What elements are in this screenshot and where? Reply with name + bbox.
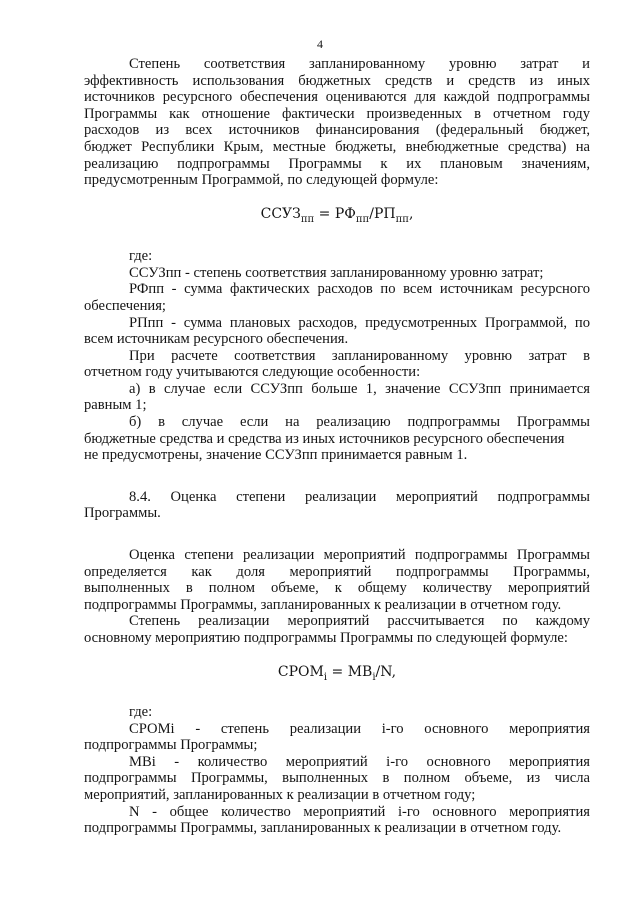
where-label: где: [129, 248, 153, 265]
text-line: источников ресурсного обеспечения оцениваются для каждой подпрограммы [84, 89, 590, 106]
list-item-b: б) в случае если на реализацию подпрограммы Программы бюджетные средства и средства из иных источников ресурсного обеспечения не предусмотрены, значение ССУЗпп принимается равным 1. [84, 414, 590, 464]
formula-ssuz: $ССУЗ_{пп} = РФ_{пп}/РП_{пп}$, [260, 205, 414, 225]
text-line: бюджет Республики Крым, местные бюджеты, внебюджетные средства) на [84, 138, 590, 155]
definition-srom: СРОМi - степень реализации i-го основного мероприятия подпрограммы Программы; [84, 720, 590, 754]
text-line: предусмотренным Программой, по следующей формуле: [84, 172, 439, 189]
section-heading: 8.4. Оценка степени реализации мероприятий подпрограммы Программы. [84, 488, 590, 522]
definition-n: N - общее количество мероприятий i-го основного мероприятия подпрограммы Программы, запланированных к реализации в отчетном году. [84, 803, 590, 837]
text-line: эффективность использования бюджетных средств и средств из иных [84, 72, 590, 89]
text-line: расходов из всех источников финансирования (федеральный бюджет, [84, 122, 590, 139]
text-line: реализацию подпрограммы Программы к их плановым значениям, [84, 155, 590, 172]
text-line: Оценка степени реализации мероприятий подпрограммы Программы [129, 547, 590, 564]
text-line: выполненных в полном объеме, к общему количеству мероприятий [84, 580, 590, 597]
text-line: Программы как отношение фактически произведенных в отчетном году [84, 105, 590, 122]
formula-srom: $СРОМ_i = МВ_i/N$, [277, 663, 397, 683]
text-line: определяется как доля мероприятий подпрограммы Программы, [84, 563, 590, 580]
where-label: где: [129, 704, 153, 720]
paragraph-measures-assessment [84, 547, 590, 613]
definition-ssuz: ССУЗпп - степень соответствия запланированному уровню затрат; [129, 264, 544, 281]
paragraph-cost-conformity [84, 56, 590, 189]
paragraph-calculation-per-measure: Степень реализации мероприятий рассчитывается по каждому основному мероприятию подпрограммы Программы по следующей формуле: [84, 613, 590, 647]
definition-rf: РФпп - сумма фактических расходов по всем источникам ресурсного обеспечения; [84, 281, 590, 314]
definition-rp: РПпп - сумма плановых расходов, предусмотренных Программой, по всем источникам ресурсного обеспечения. [84, 314, 590, 348]
text-line: подпрограммы Программы, запланированных к реализации в отчетном году. [84, 596, 562, 613]
page-number: 4 [317, 37, 323, 51]
paragraph-calculation: При расчете соответствия запланированному уровню затрат в отчетном году учитываются следующие особенности: [84, 347, 590, 381]
list-item-a: а) в случае если ССУЗпп больше 1, значение ССУЗпп принимается равным 1; [84, 380, 590, 414]
page-content [84, 56, 590, 837]
text-line: Степень соответствия запланированному уровню затрат и [129, 56, 590, 72]
definition-mvi: МВi - количество мероприятий i-го основного мероприятия подпрограммы Программы, выполненных в полном объеме, из числа мероприятий, запланированных к реализации в отчетном году; [84, 753, 590, 803]
